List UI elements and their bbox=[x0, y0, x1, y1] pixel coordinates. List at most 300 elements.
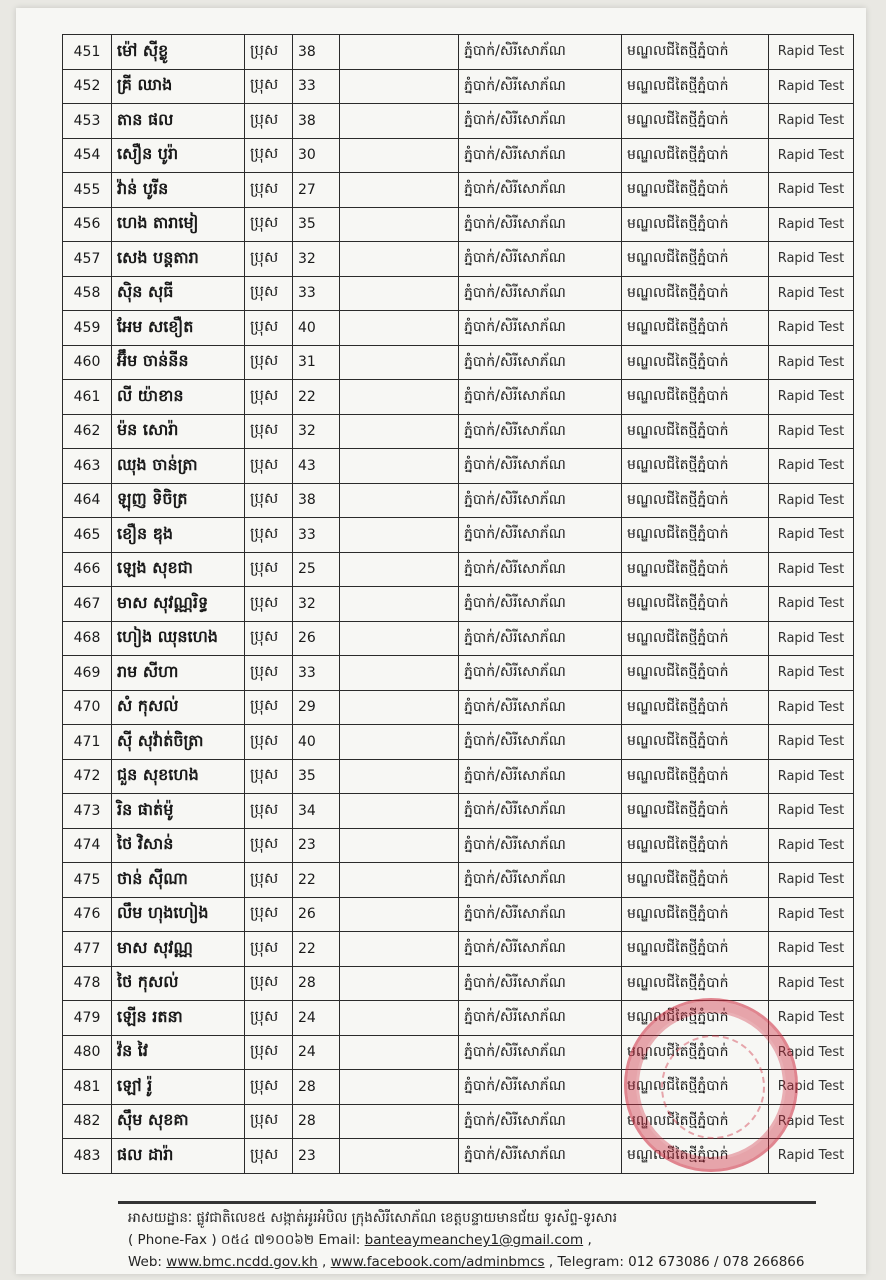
blank-cell bbox=[340, 449, 459, 484]
blank-cell bbox=[340, 863, 459, 898]
blank-cell bbox=[340, 759, 459, 794]
test-type-cell: Rapid Test bbox=[769, 1035, 854, 1070]
center-cell: មណ្ឌលជីតៃថ្មីភ្នំបាក់ bbox=[622, 380, 769, 415]
age-cell: 40 bbox=[293, 311, 340, 346]
age-cell: 33 bbox=[293, 276, 340, 311]
table-row bbox=[63, 552, 854, 587]
sex-cell: ប្រុស bbox=[245, 759, 293, 794]
name-cell: រាម សីហា bbox=[112, 656, 245, 691]
center-cell: មណ្ឌលជីតៃថ្មីភ្នំបាក់ bbox=[622, 587, 769, 622]
table-row bbox=[63, 932, 854, 967]
address-cell: ភ្នំបាក់/សិរីសោភ័ណ bbox=[459, 966, 622, 1001]
name-cell: ហេង តារាមៀ bbox=[112, 207, 245, 242]
center-cell: មណ្ឌលជីតៃថ្មីភ្នំបាក់ bbox=[622, 173, 769, 208]
age-cell: 23 bbox=[293, 1139, 340, 1174]
center-cell: មណ្ឌលជីតៃថ្មីភ្នំបាក់ bbox=[622, 759, 769, 794]
address-cell: ភ្នំបាក់/សិរីសោភ័ណ bbox=[459, 380, 622, 415]
test-type-cell: Rapid Test bbox=[769, 1104, 854, 1139]
center-cell: មណ្ឌលជីតៃថ្មីភ្នំបាក់ bbox=[622, 966, 769, 1001]
age-cell: 32 bbox=[293, 242, 340, 277]
name-cell: វ៉ន វៃ bbox=[112, 1035, 245, 1070]
table-row bbox=[63, 966, 854, 1001]
row-number-cell: 478 bbox=[63, 966, 112, 1001]
blank-cell bbox=[340, 1035, 459, 1070]
blank-cell bbox=[340, 311, 459, 346]
test-type-cell: Rapid Test bbox=[769, 932, 854, 967]
sex-cell: ប្រុស bbox=[245, 552, 293, 587]
row-number-cell: 454 bbox=[63, 138, 112, 173]
row-number-cell: 469 bbox=[63, 656, 112, 691]
table-row bbox=[63, 173, 854, 208]
row-number-cell: 464 bbox=[63, 483, 112, 518]
test-type-cell: Rapid Test bbox=[769, 1139, 854, 1174]
age-cell: 40 bbox=[293, 725, 340, 760]
row-number-cell: 483 bbox=[63, 1139, 112, 1174]
table-row bbox=[63, 345, 854, 380]
blank-cell bbox=[340, 587, 459, 622]
table-row bbox=[63, 1139, 854, 1174]
test-type-cell: Rapid Test bbox=[769, 449, 854, 484]
center-cell: មណ្ឌលជីតៃថ្មីភ្នំបាក់ bbox=[622, 1001, 769, 1036]
test-type-cell: Rapid Test bbox=[769, 414, 854, 449]
age-cell: 22 bbox=[293, 380, 340, 415]
footer-web-link[interactable]: www.bmc.ncdd.gov.kh bbox=[166, 1254, 318, 1270]
blank-cell bbox=[340, 1070, 459, 1105]
age-cell: 31 bbox=[293, 345, 340, 380]
center-cell: មណ្ឌលជីតៃថ្មីភ្នំបាក់ bbox=[622, 932, 769, 967]
blank-cell bbox=[340, 345, 459, 380]
table-row bbox=[63, 449, 854, 484]
row-number-cell: 470 bbox=[63, 690, 112, 725]
age-cell: 38 bbox=[293, 35, 340, 70]
test-type-cell: Rapid Test bbox=[769, 863, 854, 898]
address-cell: ភ្នំបាក់/សិរីសោភ័ណ bbox=[459, 621, 622, 656]
test-type-cell: Rapid Test bbox=[769, 725, 854, 760]
sex-cell: ប្រុស bbox=[245, 242, 293, 277]
name-cell: ឡុញ ទិចិត្រ bbox=[112, 483, 245, 518]
test-type-cell: Rapid Test bbox=[769, 552, 854, 587]
name-cell: ស៊ឹម សុខគា bbox=[112, 1104, 245, 1139]
name-cell: លី យ៉ាខាន bbox=[112, 380, 245, 415]
name-cell: ខឿន ឌុង bbox=[112, 518, 245, 553]
row-number-cell: 479 bbox=[63, 1001, 112, 1036]
sex-cell: ប្រុស bbox=[245, 276, 293, 311]
center-cell: មណ្ឌលជីតៃថ្មីភ្នំបាក់ bbox=[622, 69, 769, 104]
row-number-cell: 468 bbox=[63, 621, 112, 656]
blank-cell bbox=[340, 621, 459, 656]
footer-address: អាសយដ្ឋានៈ ផ្លូវជាតិលេខ៥ សង្កាត់អូរអំបិល ក្រុងសិរីសោភ័ណ ខេត្តបន្ទាយមានជ័យ ទូរស័ព្ទ-ទូរសារ bbox=[128, 1210, 617, 1226]
address-cell: ភ្នំបាក់/សិរីសោភ័ណ bbox=[459, 794, 622, 829]
test-type-cell: Rapid Test bbox=[769, 104, 854, 139]
name-cell: សឿន បូរ៉ា bbox=[112, 138, 245, 173]
blank-cell bbox=[340, 173, 459, 208]
table-row bbox=[63, 725, 854, 760]
row-number-cell: 473 bbox=[63, 794, 112, 829]
center-cell: មណ្ឌលជីតៃថ្មីភ្នំបាក់ bbox=[622, 621, 769, 656]
test-type-cell: Rapid Test bbox=[769, 242, 854, 277]
address-cell: ភ្នំបាក់/សិរីសោភ័ណ bbox=[459, 173, 622, 208]
name-cell: ផល ដារ៉ា bbox=[112, 1139, 245, 1174]
center-cell: មណ្ឌលជីតៃថ្មីភ្នំបាក់ bbox=[622, 1070, 769, 1105]
test-type-cell: Rapid Test bbox=[769, 759, 854, 794]
sex-cell: ប្រុស bbox=[245, 966, 293, 1001]
sex-cell: ប្រុស bbox=[245, 1070, 293, 1105]
address-cell: ភ្នំបាក់/សិរីសោភ័ណ bbox=[459, 759, 622, 794]
test-type-cell: Rapid Test bbox=[769, 828, 854, 863]
test-type-cell: Rapid Test bbox=[769, 656, 854, 691]
center-cell: មណ្ឌលជីតៃថ្មីភ្នំបាក់ bbox=[622, 35, 769, 70]
row-number-cell: 481 bbox=[63, 1070, 112, 1105]
test-type-cell: Rapid Test bbox=[769, 966, 854, 1001]
blank-cell bbox=[340, 690, 459, 725]
blank-cell bbox=[340, 104, 459, 139]
name-cell: សំ កុសល់ bbox=[112, 690, 245, 725]
age-cell: 33 bbox=[293, 518, 340, 553]
row-number-cell: 475 bbox=[63, 863, 112, 898]
blank-cell bbox=[340, 932, 459, 967]
center-cell: មណ្ឌលជីតៃថ្មីភ្នំបាក់ bbox=[622, 690, 769, 725]
table-row bbox=[63, 207, 854, 242]
table-row bbox=[63, 414, 854, 449]
sex-cell: ប្រុស bbox=[245, 1139, 293, 1174]
sex-cell: ប្រុស bbox=[245, 345, 293, 380]
test-type-cell: Rapid Test bbox=[769, 897, 854, 932]
address-cell: ភ្នំបាក់/សិរីសោភ័ណ bbox=[459, 1001, 622, 1036]
address-cell: ភ្នំបាក់/សិរីសោភ័ណ bbox=[459, 552, 622, 587]
sex-cell: ប្រុស bbox=[245, 207, 293, 242]
test-type-cell: Rapid Test bbox=[769, 1001, 854, 1036]
blank-cell bbox=[340, 1139, 459, 1174]
row-number-cell: 466 bbox=[63, 552, 112, 587]
row-number-cell: 461 bbox=[63, 380, 112, 415]
row-number-cell: 467 bbox=[63, 587, 112, 622]
center-cell: មណ្ឌលជីតៃថ្មីភ្នំបាក់ bbox=[622, 863, 769, 898]
name-cell: រិន ផាត់ម៉ូ bbox=[112, 794, 245, 829]
row-number-cell: 457 bbox=[63, 242, 112, 277]
row-number-cell: 463 bbox=[63, 449, 112, 484]
age-cell: 35 bbox=[293, 207, 340, 242]
sex-cell: ប្រុស bbox=[245, 725, 293, 760]
table-row bbox=[63, 587, 854, 622]
address-cell: ភ្នំបាក់/សិរីសោភ័ណ bbox=[459, 207, 622, 242]
row-number-cell: 476 bbox=[63, 897, 112, 932]
sex-cell: ប្រុស bbox=[245, 897, 293, 932]
table-row bbox=[63, 483, 854, 518]
name-cell: មាស សុវណ្ណរិទ្ធ bbox=[112, 587, 245, 622]
sex-cell: ប្រុស bbox=[245, 414, 293, 449]
table-row bbox=[63, 380, 854, 415]
blank-cell bbox=[340, 794, 459, 829]
row-number-cell: 458 bbox=[63, 276, 112, 311]
sex-cell: ប្រុស bbox=[245, 311, 293, 346]
blank-cell bbox=[340, 1001, 459, 1036]
blank-cell bbox=[340, 414, 459, 449]
test-type-cell: Rapid Test bbox=[769, 690, 854, 725]
test-type-cell: Rapid Test bbox=[769, 794, 854, 829]
age-cell: 28 bbox=[293, 966, 340, 1001]
center-cell: មណ្ឌលជីតៃថ្មីភ្នំបាក់ bbox=[622, 656, 769, 691]
row-number-cell: 477 bbox=[63, 932, 112, 967]
name-cell: ថៃ វិសាន់ bbox=[112, 828, 245, 863]
center-cell: មណ្ឌលជីតៃថ្មីភ្នំបាក់ bbox=[622, 1139, 769, 1174]
name-cell: ឈុង ចាន់ត្រា bbox=[112, 449, 245, 484]
test-type-cell: Rapid Test bbox=[769, 380, 854, 415]
address-cell: ភ្នំបាក់/សិរីសោភ័ណ bbox=[459, 414, 622, 449]
test-type-cell: Rapid Test bbox=[769, 311, 854, 346]
footer-facebook-sep: , bbox=[317, 1254, 331, 1270]
table-row bbox=[63, 656, 854, 691]
sex-cell: ប្រុស bbox=[245, 794, 293, 829]
test-type-cell: Rapid Test bbox=[769, 345, 854, 380]
center-cell: មណ្ឌលជីតៃថ្មីភ្នំបាក់ bbox=[622, 449, 769, 484]
center-cell: មណ្ឌលជីតៃថ្មីភ្នំបាក់ bbox=[622, 1035, 769, 1070]
age-cell: 32 bbox=[293, 587, 340, 622]
test-type-cell: Rapid Test bbox=[769, 69, 854, 104]
row-number-cell: 482 bbox=[63, 1104, 112, 1139]
footer-web-line bbox=[128, 1251, 828, 1273]
blank-cell bbox=[340, 242, 459, 277]
address-cell: ភ្នំបាក់/សិរីសោភ័ណ bbox=[459, 1104, 622, 1139]
name-cell: ស៊ី សុវ៉ាត់ចិត្រា bbox=[112, 725, 245, 760]
table-row bbox=[63, 138, 854, 173]
address-cell: ភ្នំបាក់/សិរីសោភ័ណ bbox=[459, 932, 622, 967]
test-type-cell: Rapid Test bbox=[769, 587, 854, 622]
age-cell: 35 bbox=[293, 759, 340, 794]
row-number-cell: 456 bbox=[63, 207, 112, 242]
center-cell: មណ្ឌលជីតៃថ្មីភ្នំបាក់ bbox=[622, 345, 769, 380]
center-cell: មណ្ឌលជីតៃថ្មីភ្នំបាក់ bbox=[622, 1104, 769, 1139]
name-cell: មាស សុវណ្ណ bbox=[112, 932, 245, 967]
age-cell: 26 bbox=[293, 621, 340, 656]
sex-cell: ប្រុស bbox=[245, 138, 293, 173]
footer-email-link[interactable]: banteaymeanchey1@gmail.com bbox=[364, 1232, 584, 1248]
center-cell: មណ្ឌលជីតៃថ្មីភ្នំបាក់ bbox=[622, 897, 769, 932]
address-cell: ភ្នំបាក់/សិរីសោភ័ណ bbox=[459, 138, 622, 173]
footer-address-line bbox=[128, 1207, 828, 1229]
address-cell: ភ្នំបាក់/សិរីសោភ័ណ bbox=[459, 897, 622, 932]
roster-table-body bbox=[63, 35, 854, 1174]
blank-cell bbox=[340, 828, 459, 863]
name-cell: គ្រី ឈាង bbox=[112, 69, 245, 104]
name-cell: ឡើន រតនា bbox=[112, 1001, 245, 1036]
name-cell: ថៃ កុសល់ bbox=[112, 966, 245, 1001]
table-row bbox=[63, 35, 854, 70]
center-cell: មណ្ឌលជីតៃថ្មីភ្នំបាក់ bbox=[622, 725, 769, 760]
name-cell: លឹម ហុងហៀង bbox=[112, 897, 245, 932]
row-number-cell: 471 bbox=[63, 725, 112, 760]
roster-table bbox=[62, 34, 854, 1174]
center-cell: មណ្ឌលជីតៃថ្មីភ្នំបាក់ bbox=[622, 242, 769, 277]
name-cell: វ៉ាន់ បូរីន bbox=[112, 173, 245, 208]
blank-cell bbox=[340, 380, 459, 415]
age-cell: 38 bbox=[293, 104, 340, 139]
sex-cell: ប្រុស bbox=[245, 1104, 293, 1139]
center-cell: មណ្ឌលជីតៃថ្មីភ្នំបាក់ bbox=[622, 311, 769, 346]
address-cell: ភ្នំបាក់/សិរីសោភ័ណ bbox=[459, 104, 622, 139]
name-cell: តាន ផល bbox=[112, 104, 245, 139]
row-number-cell: 455 bbox=[63, 173, 112, 208]
blank-cell bbox=[340, 966, 459, 1001]
sex-cell: ប្រុស bbox=[245, 656, 293, 691]
address-cell: ភ្នំបាក់/សិរីសោភ័ណ bbox=[459, 242, 622, 277]
blank-cell bbox=[340, 897, 459, 932]
sex-cell: ប្រុស bbox=[245, 932, 293, 967]
age-cell: 25 bbox=[293, 552, 340, 587]
table-row bbox=[63, 276, 854, 311]
sex-cell: ប្រុស bbox=[245, 863, 293, 898]
blank-cell bbox=[340, 1104, 459, 1139]
address-cell: ភ្នំបាក់/សិរីសោភ័ណ bbox=[459, 1139, 622, 1174]
name-cell: សេង បន្តតារា bbox=[112, 242, 245, 277]
blank-cell bbox=[340, 35, 459, 70]
blank-cell bbox=[340, 552, 459, 587]
sex-cell: ប្រុស bbox=[245, 1035, 293, 1070]
row-number-cell: 472 bbox=[63, 759, 112, 794]
row-number-cell: 459 bbox=[63, 311, 112, 346]
name-cell: ថាន់ ស៊ីណា bbox=[112, 863, 245, 898]
address-cell: ភ្នំបាក់/សិរីសោភ័ណ bbox=[459, 311, 622, 346]
footer-facebook-link[interactable]: www.facebook.com/adminbmcs bbox=[330, 1254, 545, 1270]
age-cell: 27 bbox=[293, 173, 340, 208]
blank-cell bbox=[340, 518, 459, 553]
sex-cell: ប្រុស bbox=[245, 69, 293, 104]
address-cell: ភ្នំបាក់/សិរីសោភ័ណ bbox=[459, 449, 622, 484]
center-cell: មណ្ឌលជីតៃថ្មីភ្នំបាក់ bbox=[622, 518, 769, 553]
center-cell: មណ្ឌលជីតៃថ្មីភ្នំបាក់ bbox=[622, 138, 769, 173]
row-number-cell: 474 bbox=[63, 828, 112, 863]
name-cell: ម៉ន សោរ៉ា bbox=[112, 414, 245, 449]
table-row bbox=[63, 863, 854, 898]
address-cell: ភ្នំបាក់/សិរីសោភ័ណ bbox=[459, 1070, 622, 1105]
age-cell: 24 bbox=[293, 1035, 340, 1070]
table-row bbox=[63, 1070, 854, 1105]
age-cell: 22 bbox=[293, 932, 340, 967]
table-row bbox=[63, 518, 854, 553]
footer-contact-line bbox=[128, 1229, 828, 1251]
age-cell: 29 bbox=[293, 690, 340, 725]
sex-cell: ប្រុស bbox=[245, 621, 293, 656]
row-number-cell: 452 bbox=[63, 69, 112, 104]
footer-rule bbox=[118, 1201, 816, 1204]
sex-cell: ប្រុស bbox=[245, 518, 293, 553]
table-row bbox=[63, 828, 854, 863]
table-row bbox=[63, 1035, 854, 1070]
footer bbox=[128, 1207, 828, 1273]
age-cell: 32 bbox=[293, 414, 340, 449]
blank-cell bbox=[340, 276, 459, 311]
sex-cell: ប្រុស bbox=[245, 828, 293, 863]
table-row bbox=[63, 69, 854, 104]
test-type-cell: Rapid Test bbox=[769, 621, 854, 656]
blank-cell bbox=[340, 138, 459, 173]
row-number-cell: 460 bbox=[63, 345, 112, 380]
table-row bbox=[63, 311, 854, 346]
blank-cell bbox=[340, 69, 459, 104]
sex-cell: ប្រុស bbox=[245, 35, 293, 70]
age-cell: 24 bbox=[293, 1001, 340, 1036]
test-type-cell: Rapid Test bbox=[769, 276, 854, 311]
center-cell: មណ្ឌលជីតៃថ្មីភ្នំបាក់ bbox=[622, 794, 769, 829]
age-cell: 28 bbox=[293, 1070, 340, 1105]
address-cell: ភ្នំបាក់/សិរីសោភ័ណ bbox=[459, 483, 622, 518]
age-cell: 26 bbox=[293, 897, 340, 932]
test-type-cell: Rapid Test bbox=[769, 1070, 854, 1105]
address-cell: ភ្នំបាក់/សិរីសោភ័ណ bbox=[459, 276, 622, 311]
age-cell: 30 bbox=[293, 138, 340, 173]
name-cell: ស៊ិន សុធី bbox=[112, 276, 245, 311]
test-type-cell: Rapid Test bbox=[769, 173, 854, 208]
sex-cell: ប្រុស bbox=[245, 1001, 293, 1036]
table-row bbox=[63, 1001, 854, 1036]
sex-cell: ប្រុស bbox=[245, 587, 293, 622]
address-cell: ភ្នំបាក់/សិរីសោភ័ណ bbox=[459, 863, 622, 898]
address-cell: ភ្នំបាក់/សិរីសោភ័ណ bbox=[459, 725, 622, 760]
blank-cell bbox=[340, 207, 459, 242]
table-row bbox=[63, 690, 854, 725]
row-number-cell: 465 bbox=[63, 518, 112, 553]
test-type-cell: Rapid Test bbox=[769, 518, 854, 553]
footer-telegram: , Telegram: 012 673086 / 078 266866 bbox=[544, 1254, 805, 1270]
center-cell: មណ្ឌលជីតៃថ្មីភ្នំបាក់ bbox=[622, 552, 769, 587]
row-number-cell: 453 bbox=[63, 104, 112, 139]
center-cell: មណ្ឌលជីតៃថ្មីភ្នំបាក់ bbox=[622, 276, 769, 311]
document-page bbox=[16, 8, 866, 1274]
table-row bbox=[63, 759, 854, 794]
name-cell: ឡេង សុខជា bbox=[112, 552, 245, 587]
address-cell: ភ្នំបាក់/សិរីសោភ័ណ bbox=[459, 587, 622, 622]
center-cell: មណ្ឌលជីតៃថ្មីភ្នំបាក់ bbox=[622, 207, 769, 242]
address-cell: ភ្នំបាក់/សិរីសោភ័ណ bbox=[459, 35, 622, 70]
sex-cell: ប្រុស bbox=[245, 173, 293, 208]
blank-cell bbox=[340, 656, 459, 691]
age-cell: 38 bbox=[293, 483, 340, 518]
footer-web-label: Web: bbox=[128, 1254, 167, 1270]
sex-cell: ប្រុស bbox=[245, 380, 293, 415]
address-cell: ភ្នំបាក់/សិរីសោភ័ណ bbox=[459, 690, 622, 725]
age-cell: 23 bbox=[293, 828, 340, 863]
address-cell: ភ្នំបាក់/សិរីសោភ័ណ bbox=[459, 518, 622, 553]
table-row bbox=[63, 104, 854, 139]
age-cell: 33 bbox=[293, 656, 340, 691]
row-number-cell: 480 bbox=[63, 1035, 112, 1070]
table-row bbox=[63, 242, 854, 277]
center-cell: មណ្ឌលជីតៃថ្មីភ្នំបាក់ bbox=[622, 483, 769, 518]
center-cell: មណ្ឌលជីតៃថ្មីភ្នំបាក់ bbox=[622, 104, 769, 139]
test-type-cell: Rapid Test bbox=[769, 483, 854, 518]
sex-cell: ប្រុស bbox=[245, 690, 293, 725]
table-row bbox=[63, 794, 854, 829]
name-cell: ឡៅ រ៉ូ bbox=[112, 1070, 245, 1105]
name-cell: ហៀង ឈុនហេង bbox=[112, 621, 245, 656]
blank-cell bbox=[340, 483, 459, 518]
age-cell: 33 bbox=[293, 69, 340, 104]
sex-cell: ប្រុស bbox=[245, 483, 293, 518]
table-row bbox=[63, 1104, 854, 1139]
row-number-cell: 451 bbox=[63, 35, 112, 70]
row-number-cell: 462 bbox=[63, 414, 112, 449]
test-type-cell: Rapid Test bbox=[769, 35, 854, 70]
age-cell: 22 bbox=[293, 863, 340, 898]
footer-phone: ( Phone-Fax ) ០៥៤ ៧១០០៦២ Email: bbox=[128, 1232, 365, 1248]
center-cell: មណ្ឌលជីតៃថ្មីភ្នំបាក់ bbox=[622, 414, 769, 449]
table-row bbox=[63, 897, 854, 932]
address-cell: ភ្នំបាក់/សិរីសោភ័ណ bbox=[459, 345, 622, 380]
address-cell: ភ្នំបាក់/សិរីសោភ័ណ bbox=[459, 828, 622, 863]
name-cell: អែម សខឿត bbox=[112, 311, 245, 346]
blank-cell bbox=[340, 725, 459, 760]
sex-cell: ប្រុស bbox=[245, 104, 293, 139]
address-cell: ភ្នំបាក់/សិរីសោភ័ណ bbox=[459, 656, 622, 691]
